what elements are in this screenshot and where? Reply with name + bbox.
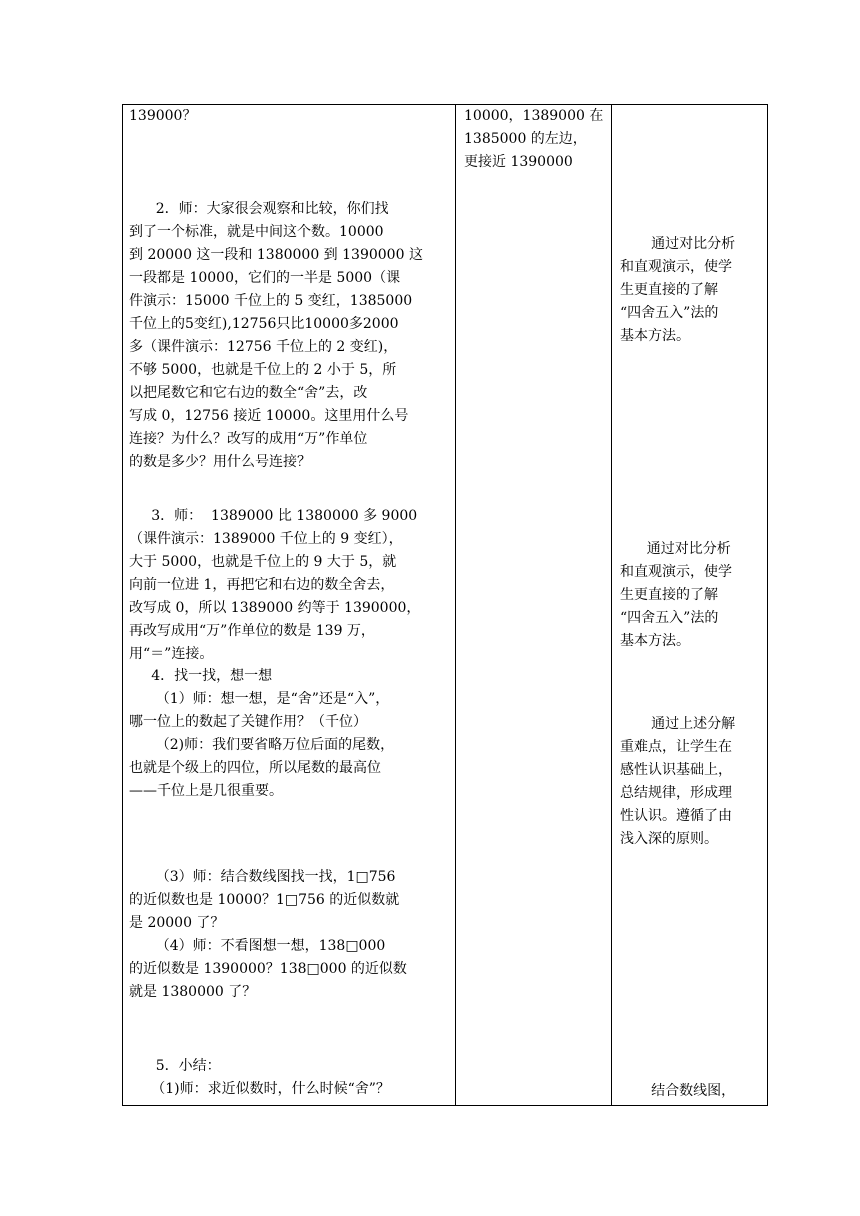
text-line: 千位上的5变红),12756只比10000多2000 [129, 316, 399, 332]
lesson-plan-table [122, 104, 768, 1106]
text-line: 连接？为什么？改写的成用“万”作单位 [129, 431, 368, 447]
text-line: “四舍五入”法的 [620, 305, 719, 321]
text-line: 用“＝”连接。 [129, 646, 214, 662]
text-line: 哪一位上的数起了关键作用？（千位） [129, 714, 367, 730]
text-line: 是 20000 了？ [129, 915, 225, 931]
text-line: 向前一位进 1，再把它和右边的数全舍去， [129, 577, 395, 593]
text-line: 件演示：15000 千位上的 5 变红，1385000 [129, 293, 413, 309]
text-line: 1385000 的左边， [464, 131, 587, 147]
text-line: ——千位上是几很重要。 [129, 783, 283, 799]
text-line: 的近似数也是 10000？1□756 的近似数就 [129, 892, 400, 908]
text-line: （3）师：结合数线图找一找，1□756 [129, 869, 396, 885]
text-line: 到 20000 这一段和 1380000 到 1390000 这 [129, 247, 423, 263]
text-line: 4．找一找，想一想 [129, 668, 273, 684]
text-line: 浅入深的原则。 [620, 831, 718, 847]
text-line: （4）师：不看图想一想，138□000 [129, 938, 386, 954]
text-line: 感性认识基础上， [620, 762, 732, 778]
text-line: 结合数线图， [620, 1083, 736, 1099]
text-line: 通过对比分析 [620, 236, 736, 252]
text-line: 和直观演示，使学 [620, 259, 732, 275]
text-line: 以把尾数它和它右边的数全“舍”去，改 [129, 385, 368, 401]
text-line: （课件演示：1389000 千位上的 9 变红）， [129, 531, 403, 547]
text-line: 生更直接的了解 [620, 282, 718, 298]
text-line: 10000，1389000 在 [464, 108, 604, 124]
text-line: 和直观演示，使学 [620, 564, 732, 580]
text-line: 重难点，让学生在 [620, 739, 732, 755]
text-line: 再改写成用“万”作单位的数是 139 万， [129, 623, 375, 639]
teaching-process-cell [123, 105, 456, 1106]
text-line: （2)师：我们要省略万位后面的尾数， [129, 737, 395, 753]
text-line: 139000？ [129, 108, 197, 124]
text-line: 5．小结： [129, 1058, 221, 1074]
text-line: 基本方法。 [620, 328, 690, 344]
text-line: 一段都是 10000，它们的一半是 5000（课 [129, 270, 401, 286]
student-activity-cell [456, 105, 612, 1106]
text-line: 就是 1380000 了？ [129, 984, 257, 1000]
text-line: 通过对比分析 [620, 541, 731, 557]
text-line: （1）师：想一想，是“舍”还是“入”， [129, 691, 390, 707]
text-line: 也就是个级上的四位，所以尾数的最高位 [129, 760, 381, 776]
text-line: 的数是多少？用什么号连接？ [129, 454, 311, 470]
text-line: 性认识。遵循了由 [620, 808, 732, 824]
text-line: 生更直接的了解 [620, 587, 718, 603]
text-line: （1)师：求近似数时，什么时候“舍”？ [129, 1081, 390, 1097]
text-line: 写成 0，12756 接近 10000。这里用什么号 [129, 408, 409, 424]
text-line: 大于 5000，也就是千位上的 9 大于 5，就 [129, 554, 397, 570]
text-line: 不够 5000，也就是千位上的 2 小于 5，所 [129, 362, 397, 378]
text-line: 的近似数是 1390000？138□000 的近似数 [129, 961, 407, 977]
text-line: 总结规律，形成理 [620, 785, 732, 801]
text-line: 基本方法。 [620, 633, 690, 649]
text-line: 更接近 1390000 [464, 154, 573, 170]
text-line: 3．师： 1389000 比 1380000 多 9000 [129, 508, 418, 524]
table-row [123, 105, 768, 1106]
text-line: 到了一个标准，就是中间这个数。10000 [129, 224, 384, 240]
text-line: 通过上述分解 [620, 716, 736, 732]
design-intent-cell [612, 105, 768, 1106]
text-line: 改写成 0，所以 1389000 约等于 1390000， [129, 600, 421, 616]
text-line: 2．师：大家很会观察和比较，你们找 [129, 201, 389, 217]
text-line: 多（课件演示：12756 千位上的 2 变红)， [129, 339, 398, 355]
text-line: “四舍五入”法的 [620, 610, 719, 626]
